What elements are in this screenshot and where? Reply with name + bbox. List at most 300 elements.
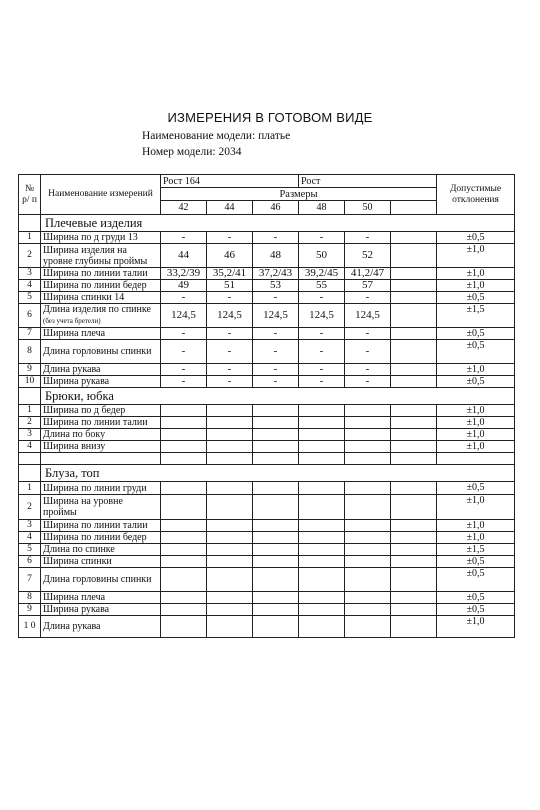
value-cell <box>253 441 299 453</box>
value-cell: - <box>161 328 207 340</box>
value-cell <box>207 544 253 556</box>
measurement-name <box>41 376 161 388</box>
value-cell <box>299 482 345 495</box>
value-cell <box>161 544 207 556</box>
measurement-label: Ширина рукава <box>43 604 110 615</box>
empty-cell <box>391 405 437 417</box>
row-number: 6 <box>19 556 41 568</box>
value-cell <box>253 520 299 532</box>
measurement-name <box>41 568 161 592</box>
empty-cell <box>391 544 437 556</box>
value-cell: - <box>207 328 253 340</box>
table-row <box>19 482 515 495</box>
table-row <box>19 268 515 280</box>
empty-cell <box>19 388 41 405</box>
empty-cell <box>391 604 437 616</box>
empty-cell <box>19 215 41 232</box>
measurement-name <box>41 544 161 556</box>
measurement-label: Ширина по линии талии <box>43 268 148 279</box>
measurement-label: Ширина рукава <box>43 376 110 387</box>
value-cell <box>253 429 299 441</box>
value-cell <box>253 482 299 495</box>
value-cell: 35,2/41 <box>207 268 253 280</box>
table-row <box>19 568 515 592</box>
tolerance-cell: ±1,0 <box>437 495 515 520</box>
row-number: 3 <box>19 268 41 280</box>
value-cell <box>345 417 391 429</box>
value-cell: 55 <box>299 280 345 292</box>
table-row <box>19 364 515 376</box>
value-cell <box>161 568 207 592</box>
value-cell <box>207 429 253 441</box>
table-row <box>19 520 515 532</box>
value-cell: - <box>207 232 253 244</box>
value-cell: - <box>299 340 345 364</box>
measurement-name <box>41 616 161 638</box>
table-row <box>19 495 515 520</box>
tolerance-cell: ±0,5 <box>437 340 515 364</box>
value-cell: - <box>299 328 345 340</box>
value-cell: 124,5 <box>253 304 299 328</box>
value-cell <box>207 405 253 417</box>
value-cell <box>161 482 207 495</box>
row-number: 9 <box>19 364 41 376</box>
empty-cell <box>391 532 437 544</box>
measurement-label: Длина рукава <box>43 364 101 375</box>
value-cell <box>345 405 391 417</box>
spacer-row <box>19 453 515 465</box>
value-cell: - <box>345 376 391 388</box>
value-cell <box>253 532 299 544</box>
measurement-name <box>41 280 161 292</box>
value-cell: - <box>345 340 391 364</box>
measurement-name <box>41 417 161 429</box>
value-cell <box>161 556 207 568</box>
measurement-label: Длина по боку <box>43 429 106 440</box>
value-cell: - <box>161 376 207 388</box>
measurement-name <box>41 292 161 304</box>
table-row <box>19 532 515 544</box>
empty-cell <box>437 453 515 465</box>
measurement-label: Ширина по д груди 13 <box>43 232 138 243</box>
size-50: 50 <box>345 201 391 215</box>
tolerance-cell: ±0,5 <box>437 292 515 304</box>
table-row <box>19 604 515 616</box>
tolerance-cell: ±1,5 <box>437 304 515 328</box>
row-number: 10 <box>19 376 41 388</box>
sizes-header: Размеры <box>161 188 437 201</box>
value-cell <box>161 417 207 429</box>
value-cell <box>299 495 345 520</box>
value-cell: 53 <box>253 280 299 292</box>
value-cell: - <box>207 340 253 364</box>
table-row <box>19 292 515 304</box>
value-cell: - <box>253 376 299 388</box>
empty-cell <box>161 453 207 465</box>
value-cell: 41,2/47 <box>345 268 391 280</box>
measurement-name <box>41 268 161 280</box>
empty-cell <box>207 453 253 465</box>
section-title: Брюки, юбка <box>41 388 515 405</box>
value-cell: 37,2/43 <box>253 268 299 280</box>
value-cell <box>207 592 253 604</box>
size-48: 48 <box>299 201 345 215</box>
tolerance-cell: ±1,0 <box>437 405 515 417</box>
row-number: 7 <box>19 568 41 592</box>
row-number: 9 <box>19 604 41 616</box>
row-number: 5 <box>19 292 41 304</box>
value-cell: 46 <box>207 244 253 268</box>
value-cell <box>299 556 345 568</box>
value-cell <box>345 556 391 568</box>
empty-cell <box>391 340 437 364</box>
value-cell <box>299 592 345 604</box>
tolerance-cell: ±0,5 <box>437 328 515 340</box>
table-row <box>19 592 515 604</box>
value-cell <box>253 495 299 520</box>
size-46: 46 <box>253 201 299 215</box>
value-cell <box>161 616 207 638</box>
value-cell <box>345 441 391 453</box>
measurement-label: Ширина спинки 14 <box>43 292 125 303</box>
measurement-name <box>41 328 161 340</box>
value-cell: 50 <box>299 244 345 268</box>
table-row <box>19 328 515 340</box>
value-cell: - <box>253 340 299 364</box>
measurements-table <box>18 174 515 638</box>
value-cell: 124,5 <box>207 304 253 328</box>
value-cell: 124,5 <box>161 304 207 328</box>
value-cell <box>161 429 207 441</box>
empty-cell <box>391 495 437 520</box>
measurement-label: Длина горловины спинки <box>43 574 152 585</box>
value-cell <box>253 417 299 429</box>
value-cell <box>253 592 299 604</box>
tolerance-cell: ±0,5 <box>437 376 515 388</box>
measurement-name <box>41 364 161 376</box>
empty-cell <box>391 328 437 340</box>
table-row <box>19 376 515 388</box>
value-cell <box>207 556 253 568</box>
measurement-name <box>41 592 161 604</box>
value-cell: 52 <box>345 244 391 268</box>
empty-cell <box>391 280 437 292</box>
row-number: 2 <box>19 495 41 520</box>
empty-cell <box>345 453 391 465</box>
value-cell <box>253 604 299 616</box>
row-number: 6 <box>19 304 41 328</box>
value-cell <box>161 405 207 417</box>
tolerance-cell: ±0,5 <box>437 232 515 244</box>
measurement-label: Ширина внизу <box>43 441 106 452</box>
row-number: 2 <box>19 417 41 429</box>
value-cell <box>207 520 253 532</box>
row-number: 7 <box>19 328 41 340</box>
value-cell <box>207 604 253 616</box>
section-row <box>19 465 515 482</box>
value-cell <box>253 616 299 638</box>
value-cell <box>345 604 391 616</box>
value-cell <box>161 532 207 544</box>
row-number: 4 <box>19 280 41 292</box>
row-number: 1 <box>19 232 41 244</box>
value-cell: - <box>345 292 391 304</box>
measurement-note: (без учета бретели) <box>43 317 101 325</box>
value-cell: - <box>345 364 391 376</box>
tolerance-cell: ±0,5 <box>437 568 515 592</box>
tolerance-cell: ±1,0 <box>437 441 515 453</box>
value-cell: - <box>207 376 253 388</box>
table-row <box>19 304 515 328</box>
value-cell: 33,2/39 <box>161 268 207 280</box>
value-cell <box>345 592 391 604</box>
value-cell <box>345 568 391 592</box>
value-cell: 57 <box>345 280 391 292</box>
row-number: 3 <box>19 429 41 441</box>
value-cell <box>345 520 391 532</box>
measurement-label: Длина рукава <box>43 621 101 632</box>
measurement-name <box>41 482 161 495</box>
page-title: ИЗМЕРЕНИЯ В ГОТОВОМ ВИДЕ <box>167 110 373 125</box>
value-cell: - <box>299 376 345 388</box>
empty-cell <box>391 417 437 429</box>
measurement-label: Ширина изделия на уровне глубины проймы <box>43 244 148 267</box>
empty-cell <box>391 556 437 568</box>
measurement-label: Ширина по линии талии <box>43 520 148 531</box>
measurement-label: Ширина плеча <box>43 592 106 603</box>
name-header: Наименование измерений <box>41 175 161 215</box>
table-row <box>19 429 515 441</box>
measurement-name <box>41 604 161 616</box>
value-cell <box>299 544 345 556</box>
section-row <box>19 388 515 405</box>
value-cell <box>207 417 253 429</box>
value-cell <box>207 532 253 544</box>
measurement-name <box>41 556 161 568</box>
measurement-label: Ширина по линии бедер <box>43 532 147 543</box>
table-row <box>19 417 515 429</box>
measurement-name <box>41 304 161 328</box>
table-row <box>19 340 515 364</box>
value-cell <box>299 520 345 532</box>
value-cell: - <box>253 232 299 244</box>
measurement-name <box>41 429 161 441</box>
value-cell <box>207 495 253 520</box>
value-cell <box>299 616 345 638</box>
row-number: 1 0 <box>19 616 41 638</box>
empty-cell <box>391 429 437 441</box>
empty-cell <box>391 520 437 532</box>
empty-cell <box>19 453 41 465</box>
value-cell: - <box>253 364 299 376</box>
value-cell <box>345 532 391 544</box>
height-header: Рост <box>299 175 437 188</box>
value-cell <box>299 604 345 616</box>
measurement-name <box>41 232 161 244</box>
table-row <box>19 232 515 244</box>
value-cell: - <box>161 292 207 304</box>
tolerance-cell: ±1,0 <box>437 244 515 268</box>
value-cell: - <box>207 364 253 376</box>
row-number: 4 <box>19 441 41 453</box>
value-cell <box>161 441 207 453</box>
tolerance-cell: ±1,0 <box>437 417 515 429</box>
value-cell: - <box>299 364 345 376</box>
row-number: 1 <box>19 405 41 417</box>
value-cell <box>253 405 299 417</box>
value-cell: 124,5 <box>299 304 345 328</box>
value-cell <box>207 482 253 495</box>
value-cell <box>345 429 391 441</box>
measurement-label: Ширина по линии груди <box>43 482 147 494</box>
table-row <box>19 556 515 568</box>
row-number: 2 <box>19 244 41 268</box>
value-cell: - <box>207 292 253 304</box>
measurement-label: Ширина по линии талии <box>43 417 148 428</box>
measurement-label: Ширина по д бедер <box>43 405 126 416</box>
row-number: 8 <box>19 340 41 364</box>
value-cell <box>299 417 345 429</box>
value-cell: - <box>253 328 299 340</box>
value-cell <box>161 520 207 532</box>
tolerance-cell: ±1,5 <box>437 544 515 556</box>
value-cell <box>253 568 299 592</box>
value-cell: - <box>161 232 207 244</box>
value-cell <box>345 544 391 556</box>
value-cell <box>299 532 345 544</box>
value-cell <box>299 568 345 592</box>
empty-cell <box>391 376 437 388</box>
value-cell: 49 <box>161 280 207 292</box>
value-cell: 44 <box>161 244 207 268</box>
row-number: 5 <box>19 544 41 556</box>
measurement-label: Длина горловины спинки <box>43 346 152 357</box>
tolerance-cell: ±1,0 <box>437 280 515 292</box>
table-row <box>19 405 515 417</box>
empty-cell <box>391 304 437 328</box>
section-title: Блуза, топ <box>41 465 515 482</box>
value-cell: - <box>161 340 207 364</box>
tolerance-cell: ±0,5 <box>437 556 515 568</box>
empty-cell <box>391 453 437 465</box>
empty-cell <box>391 616 437 638</box>
empty-cell <box>41 453 161 465</box>
value-cell: 124,5 <box>345 304 391 328</box>
section-title: Плечевые изделия <box>41 215 515 232</box>
model-name: Наименование модели: платье <box>142 130 291 142</box>
size-empty <box>391 201 437 215</box>
value-cell <box>299 441 345 453</box>
measurement-label: Ширина плеча <box>43 328 106 339</box>
value-cell <box>299 405 345 417</box>
tolerance-cell: ±1,0 <box>437 268 515 280</box>
value-cell: 39,2/45 <box>299 268 345 280</box>
measurement-name <box>41 340 161 364</box>
table-row <box>19 280 515 292</box>
table-row <box>19 441 515 453</box>
empty-cell <box>391 364 437 376</box>
empty-cell <box>299 453 345 465</box>
value-cell: - <box>299 232 345 244</box>
measurement-label: Ширина спинки <box>43 556 112 567</box>
value-cell <box>161 592 207 604</box>
row-number: 1 <box>19 482 41 495</box>
tolerance-cell: ±0,5 <box>437 592 515 604</box>
row-number: 8 <box>19 592 41 604</box>
empty-cell <box>253 453 299 465</box>
value-cell <box>161 604 207 616</box>
empty-cell <box>391 592 437 604</box>
value-cell: - <box>161 364 207 376</box>
height-164-header: Рост 164 <box>161 175 299 188</box>
value-cell <box>299 429 345 441</box>
empty-cell <box>19 465 41 482</box>
tolerance-cell: ±0,5 <box>437 604 515 616</box>
section-row <box>19 215 515 232</box>
tolerance-cell: ±0,5 <box>437 482 515 495</box>
empty-cell <box>391 482 437 495</box>
tolerance-cell: ±1,0 <box>437 520 515 532</box>
num-header: № р/ п <box>19 175 41 215</box>
size-44: 44 <box>207 201 253 215</box>
table-row <box>19 244 515 268</box>
tolerance-cell: ±1,0 <box>437 364 515 376</box>
measurement-name <box>41 441 161 453</box>
value-cell <box>345 495 391 520</box>
measurement-label: Ширина на уровне проймы <box>43 496 123 518</box>
measurement-label: Ширина по линии бедер <box>43 280 147 291</box>
measurement-name <box>41 244 161 268</box>
tolerance-cell: ±1,0 <box>437 616 515 638</box>
tolerance-header: Допустимые отклонения <box>437 175 515 215</box>
value-cell <box>207 441 253 453</box>
value-cell: - <box>299 292 345 304</box>
size-42: 42 <box>161 201 207 215</box>
measurement-label: Длина по спинке <box>43 544 115 555</box>
empty-cell <box>391 568 437 592</box>
value-cell <box>207 616 253 638</box>
value-cell: 51 <box>207 280 253 292</box>
measurement-name <box>41 495 161 520</box>
value-cell <box>253 556 299 568</box>
value-cell: 48 <box>253 244 299 268</box>
value-cell <box>345 616 391 638</box>
empty-cell <box>391 244 437 268</box>
table-row <box>19 616 515 638</box>
value-cell <box>345 482 391 495</box>
row-number: 3 <box>19 520 41 532</box>
empty-cell <box>391 292 437 304</box>
empty-cell <box>391 441 437 453</box>
value-cell: - <box>345 232 391 244</box>
measurement-name <box>41 532 161 544</box>
tolerance-cell: ±1,0 <box>437 532 515 544</box>
value-cell: - <box>253 292 299 304</box>
value-cell <box>161 495 207 520</box>
table-row <box>19 544 515 556</box>
row-number: 4 <box>19 532 41 544</box>
value-cell: - <box>345 328 391 340</box>
measurement-name <box>41 405 161 417</box>
measurement-name <box>41 520 161 532</box>
value-cell <box>207 568 253 592</box>
empty-cell <box>391 268 437 280</box>
model-number: Номер модели: 2034 <box>142 146 242 158</box>
measurement-label: Длина изделия по спинке <box>43 304 151 315</box>
empty-cell <box>391 232 437 244</box>
value-cell <box>253 544 299 556</box>
tolerance-cell: ±1,0 <box>437 429 515 441</box>
